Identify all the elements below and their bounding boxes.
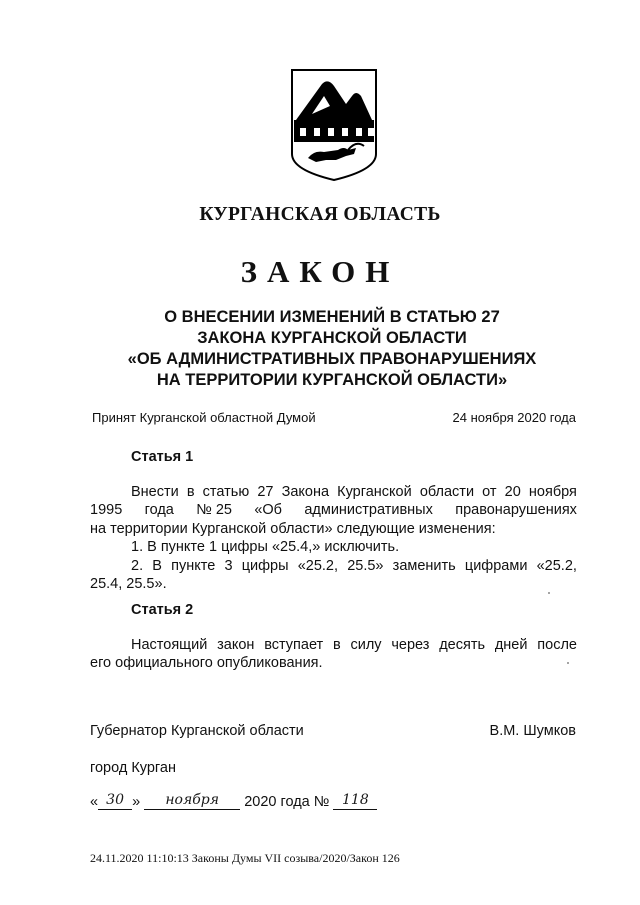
scan-speck bbox=[548, 592, 550, 594]
word: правонарушениях bbox=[455, 502, 577, 519]
word: цифрами bbox=[464, 557, 528, 574]
day-blank bbox=[98, 793, 132, 810]
word: от bbox=[482, 484, 497, 500]
word: 27 bbox=[257, 484, 274, 500]
subject-line: НА ТЕРРИТОРИИ КУРГАНСКОЙ ОБЛАСТИ» bbox=[156, 371, 508, 389]
word: после bbox=[537, 637, 577, 653]
word: № 25 bbox=[196, 502, 232, 519]
article-1-item-2 bbox=[90, 557, 577, 575]
word: в bbox=[186, 484, 195, 500]
word: заменить bbox=[392, 557, 456, 574]
word: «25.2, bbox=[536, 557, 577, 574]
open-quote: « bbox=[90, 794, 99, 810]
article-1-line-3: на территории Курганской области» следующие изменения: bbox=[90, 520, 496, 537]
region-title: КУРГАНСКАЯ ОБЛАСТЬ bbox=[199, 204, 441, 225]
signatory-position: Губернатор Курганской области bbox=[90, 723, 304, 739]
word: «25.2, bbox=[297, 557, 339, 574]
word: административных bbox=[304, 502, 433, 519]
number-blank bbox=[333, 793, 377, 810]
word: вступает bbox=[264, 637, 324, 653]
document-type-title: ЗАКОН bbox=[240, 254, 400, 289]
word: 2. bbox=[131, 557, 144, 574]
word: Закона bbox=[281, 484, 330, 500]
word: «Об bbox=[254, 502, 282, 519]
word: Курганской bbox=[337, 484, 412, 500]
word: 25.5» bbox=[347, 557, 384, 574]
article-1-item-2-continuation: 25.4, 25.5». bbox=[90, 576, 167, 593]
word: пункте bbox=[171, 557, 216, 574]
word: цифры bbox=[241, 557, 289, 574]
adoption-date: 24 ноября 2020 года bbox=[452, 410, 576, 425]
kurgan-coat-of-arms-icon bbox=[286, 66, 382, 184]
article-1-line-1 bbox=[90, 483, 577, 501]
signatory-name: В.М. Шумков bbox=[489, 723, 576, 739]
handwritten-day: 30 bbox=[106, 792, 124, 808]
file-path-footer: 24.11.2020 11:10:13 Законы Думы VII созыва/2020/Закон 126 bbox=[90, 851, 400, 865]
article-1-item-1: 1. В пункте 1 цифры «25.4,» исключить. bbox=[131, 539, 400, 556]
city: город Курган bbox=[90, 760, 176, 776]
word: 3 bbox=[224, 557, 233, 574]
word: дней bbox=[494, 637, 528, 653]
word: 1995 bbox=[90, 502, 123, 519]
word: десять bbox=[439, 637, 486, 653]
word: В bbox=[152, 557, 162, 574]
adopted-by: Принят Курганской областной Думой bbox=[92, 410, 316, 425]
subject-line: ЗАКОНА КУРГАНСКОЙ ОБЛАСТИ bbox=[197, 329, 467, 347]
article-2-text bbox=[90, 636, 577, 673]
article-2-line-1 bbox=[90, 636, 577, 654]
article-2-heading: Статья 2 bbox=[131, 602, 194, 618]
subject-line: «ОБ АДМИНИСТРАТИВНЫХ ПРАВОНАРУШЕНИЯХ bbox=[127, 350, 537, 368]
close-quote: » bbox=[132, 794, 141, 810]
article-1-heading: Статья 1 bbox=[131, 449, 194, 465]
word: силу bbox=[350, 637, 382, 653]
handwritten-month: ноября bbox=[165, 792, 220, 808]
law-subject bbox=[90, 307, 574, 391]
word: в bbox=[332, 637, 341, 653]
month-blank bbox=[144, 793, 240, 810]
article-2-line-2: его официального опубликования. bbox=[90, 655, 323, 672]
word: статью bbox=[202, 484, 250, 500]
word: области bbox=[419, 484, 475, 500]
word: 20 bbox=[504, 484, 521, 500]
word: ноября bbox=[528, 484, 577, 500]
handwritten-number: 118 bbox=[342, 792, 369, 808]
signing-date-line bbox=[90, 793, 377, 810]
article-1-line-2 bbox=[90, 501, 577, 519]
year-text: 2020 года № bbox=[244, 794, 330, 810]
article-1-text bbox=[90, 483, 577, 593]
word: через bbox=[391, 637, 430, 653]
word: года bbox=[144, 502, 174, 519]
subject-line: О ВНЕСЕНИИ ИЗМЕНЕНИЙ В СТАТЬЮ 27 bbox=[164, 308, 500, 326]
word: Внести bbox=[131, 484, 179, 500]
scan-speck bbox=[567, 662, 569, 664]
word: Настоящий bbox=[131, 637, 208, 653]
word: закон bbox=[217, 637, 255, 653]
